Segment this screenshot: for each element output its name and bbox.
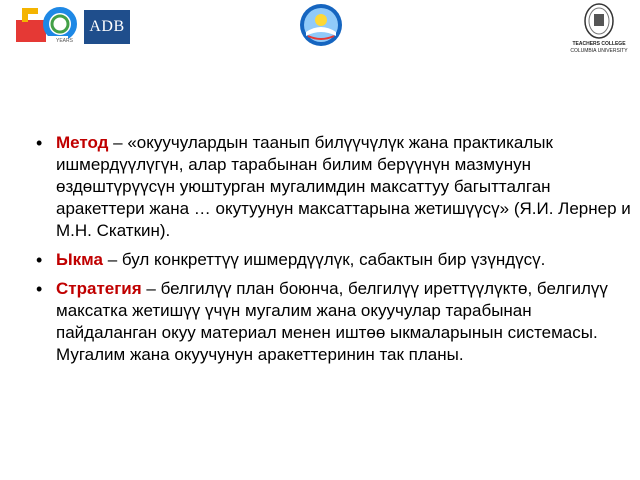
list-item xyxy=(56,132,636,242)
adb-logo: ADB xyxy=(84,10,130,44)
term-label: Стратегия xyxy=(56,279,142,298)
definition-text: – белгилүү план боюнча, белгилүү иреттүүлүктө, белгилүү максатка жетишүү үчүн мугалим жана окуучулар тарабынан пайдаланган окуу материал менен иштөө ыкмаларынын системасы. Мугалим жана окуучунун аракеттеринин так планы. xyxy=(56,279,608,364)
term-label: Ыкма xyxy=(56,250,103,269)
definitions-list xyxy=(36,132,636,373)
teachers-college-name: TEACHERS COLLEGE xyxy=(572,41,626,47)
list-item xyxy=(56,249,636,271)
list-item xyxy=(56,278,636,366)
definition-text: – «окуучулардын таанып билүүчүлүк жана практикалык ишмердүүлүгүн, алар тарабынан билим берүүнүн мазмунун өздөштүрүүсүн уюштурган мугалимдин максаттуу багытталган аракеттери жана … окутуунун максаттарына жетишүүсү» (Я.И. Лернер и М.Н. Скаткин). xyxy=(56,133,631,240)
teachers-college-logo xyxy=(566,2,632,54)
definition-text: – бул конкреттүү ишмердүүлүк, сабактын бир үзүндүсү. xyxy=(102,250,546,269)
svg-text:YEARS: YEARS xyxy=(56,38,73,44)
term-label: Метод xyxy=(56,133,109,152)
fifty-years-logo xyxy=(16,4,78,46)
teachers-college-subname: COLUMBIA UNIVERSITY xyxy=(570,48,628,54)
kyrgyz-emblem-icon xyxy=(298,2,344,48)
crest-icon xyxy=(566,2,632,40)
